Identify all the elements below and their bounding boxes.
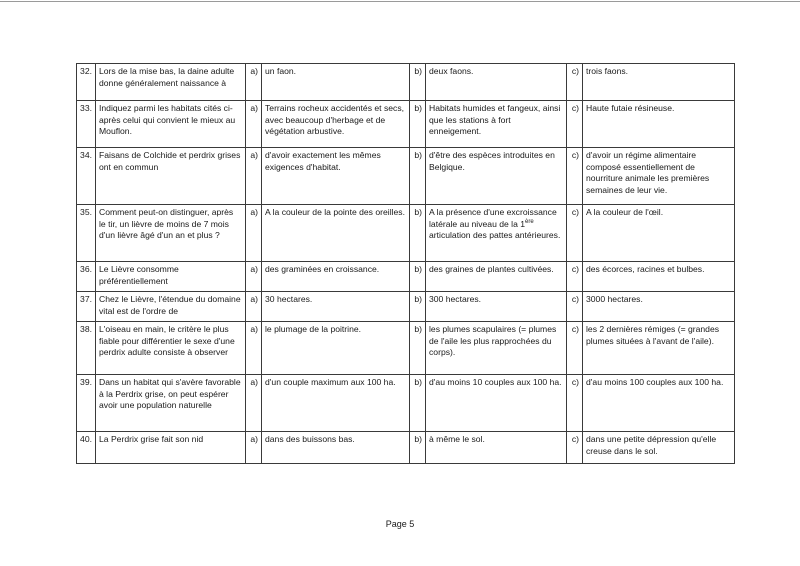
option-b-label: b) (410, 322, 426, 375)
page-number: Page 5 (385, 519, 415, 529)
question-text: La Perdrix grise fait son nid (96, 432, 246, 464)
question-text: Lors de la mise bas, la daine adulte donne généralement naissance à (96, 64, 246, 101)
option-a-label: a) (246, 322, 262, 375)
option-c-label: c) (567, 322, 583, 375)
question-number: 39. (77, 375, 96, 432)
option-b-label: b) (410, 432, 426, 464)
option-a-text: d'avoir exactement les mêmes exigences d'habitat. (262, 148, 410, 205)
question-number: 37. (77, 292, 96, 322)
question-number: 34. (77, 148, 96, 205)
question-row (77, 375, 735, 432)
questions-table (76, 63, 735, 464)
question-text: Le Lièvre consomme préférentiellement (96, 262, 246, 292)
option-b-text: des graines de plantes cultivées. (426, 262, 567, 292)
option-a-text: des graminées en croissance. (262, 262, 410, 292)
option-c-text: A la couleur de l'œil. (583, 205, 735, 262)
option-b-label: b) (410, 205, 426, 262)
option-a-text: d'un couple maximum aux 100 ha. (262, 375, 410, 432)
question-row (77, 322, 735, 375)
question-row (77, 64, 735, 101)
question-number: 40. (77, 432, 96, 464)
option-a-label: a) (246, 64, 262, 101)
option-c-text: dans une petite dépression qu'elle creuse dans le sol. (583, 432, 735, 464)
option-a-label: a) (246, 148, 262, 205)
option-b-label: b) (410, 148, 426, 205)
question-text: Indiquez parmi les habitats cités ci-après celui qui convient le mieux au Mouflon. (96, 101, 246, 148)
option-a-label: a) (246, 262, 262, 292)
question-text: Dans un habitat qui s'avère favorable à la Perdrix grise, on peut espérer avoir une population naturelle (96, 375, 246, 432)
question-row (77, 432, 735, 464)
option-c-label: c) (567, 375, 583, 432)
question-row (77, 262, 735, 292)
option-b-text: 300 hectares. (426, 292, 567, 322)
question-number: 36. (77, 262, 96, 292)
option-a-text: 30 hectares. (262, 292, 410, 322)
option-a-text: le plumage de la poitrine. (262, 322, 410, 375)
option-c-label: c) (567, 148, 583, 205)
option-c-label: c) (567, 101, 583, 148)
option-c-text: trois faons. (583, 64, 735, 101)
option-a-text: dans des buissons bas. (262, 432, 410, 464)
option-c-label: c) (567, 432, 583, 464)
option-a-label: a) (246, 375, 262, 432)
option-c-label: c) (567, 64, 583, 101)
option-b-text: les plumes scapulaires (= plumes de l'aile les plus rapprochées du corps). (426, 322, 567, 375)
option-c-label: c) (567, 262, 583, 292)
question-row (77, 292, 735, 322)
option-a-label: a) (246, 205, 262, 262)
option-b-label: b) (410, 101, 426, 148)
option-c-text: les 2 dernières rémiges (= grandes plumes situées à l'avant de l'aile). (583, 322, 735, 375)
question-text: Faisans de Colchide et perdrix grises ont en commun (96, 148, 246, 205)
option-c-text: Haute futaie résineuse. (583, 101, 735, 148)
option-b-text: d'au moins 10 couples aux 100 ha. (426, 375, 567, 432)
question-number: 38. (77, 322, 96, 375)
option-b-text (426, 205, 567, 262)
option-b-text: Habitats humides et fangeux, ainsi que les stations à fort enneigement. (426, 101, 567, 148)
option-b-text: d'être des espèces introduites en Belgique. (426, 148, 567, 205)
question-number: 35. (77, 205, 96, 262)
option-b-text: à même le sol. (426, 432, 567, 464)
question-row (77, 101, 735, 148)
option-b-text-part: articulation des pattes antérieures. (429, 230, 561, 241)
option-b-text-part: A la présence d'une excroissance latérale au niveau de la 1 (429, 207, 557, 229)
option-b-label: b) (410, 262, 426, 292)
option-c-text: d'avoir un régime alimentaire composé essentiellement de nourriture animale les premières semaines de leur vie. (583, 148, 735, 205)
option-a-label: a) (246, 292, 262, 322)
option-c-label: c) (567, 205, 583, 262)
option-b-label: b) (410, 292, 426, 322)
option-a-label: a) (246, 101, 262, 148)
question-number: 32. (77, 64, 96, 101)
option-b-label: b) (410, 375, 426, 432)
top-rule (0, 1, 800, 2)
question-row (77, 148, 735, 205)
option-a-text: A la couleur de la pointe des oreilles. (262, 205, 410, 262)
option-b-text: deux faons. (426, 64, 567, 101)
question-text: L'oiseau en main, le critère le plus fiable pour différentier le sexe d'une perdrix adulte consiste à observer (96, 322, 246, 375)
option-c-text: des écorces, racines et bulbes. (583, 262, 735, 292)
question-text: Chez le Lièvre, l'étendue du domaine vital est de l'ordre de (96, 292, 246, 322)
option-c-text: 3000 hectares. (583, 292, 735, 322)
question-number: 33. (77, 101, 96, 148)
question-text: Comment peut-on distinguer, après le tir, un lièvre de moins de 7 mois d'un lièvre âgé d'un an et plus ? (96, 205, 246, 262)
option-c-text: d'au moins 100 couples aux 100 ha. (583, 375, 735, 432)
option-a-text: un faon. (262, 64, 410, 101)
question-row (77, 205, 735, 262)
option-b-label: b) (410, 64, 426, 101)
option-a-label: a) (246, 432, 262, 464)
option-a-text: Terrains rocheux accidentés et secs, avec beaucoup d'herbage et de végétation arbustive. (262, 101, 410, 148)
option-c-label: c) (567, 292, 583, 322)
ordinal-superscript: ère (525, 218, 534, 225)
